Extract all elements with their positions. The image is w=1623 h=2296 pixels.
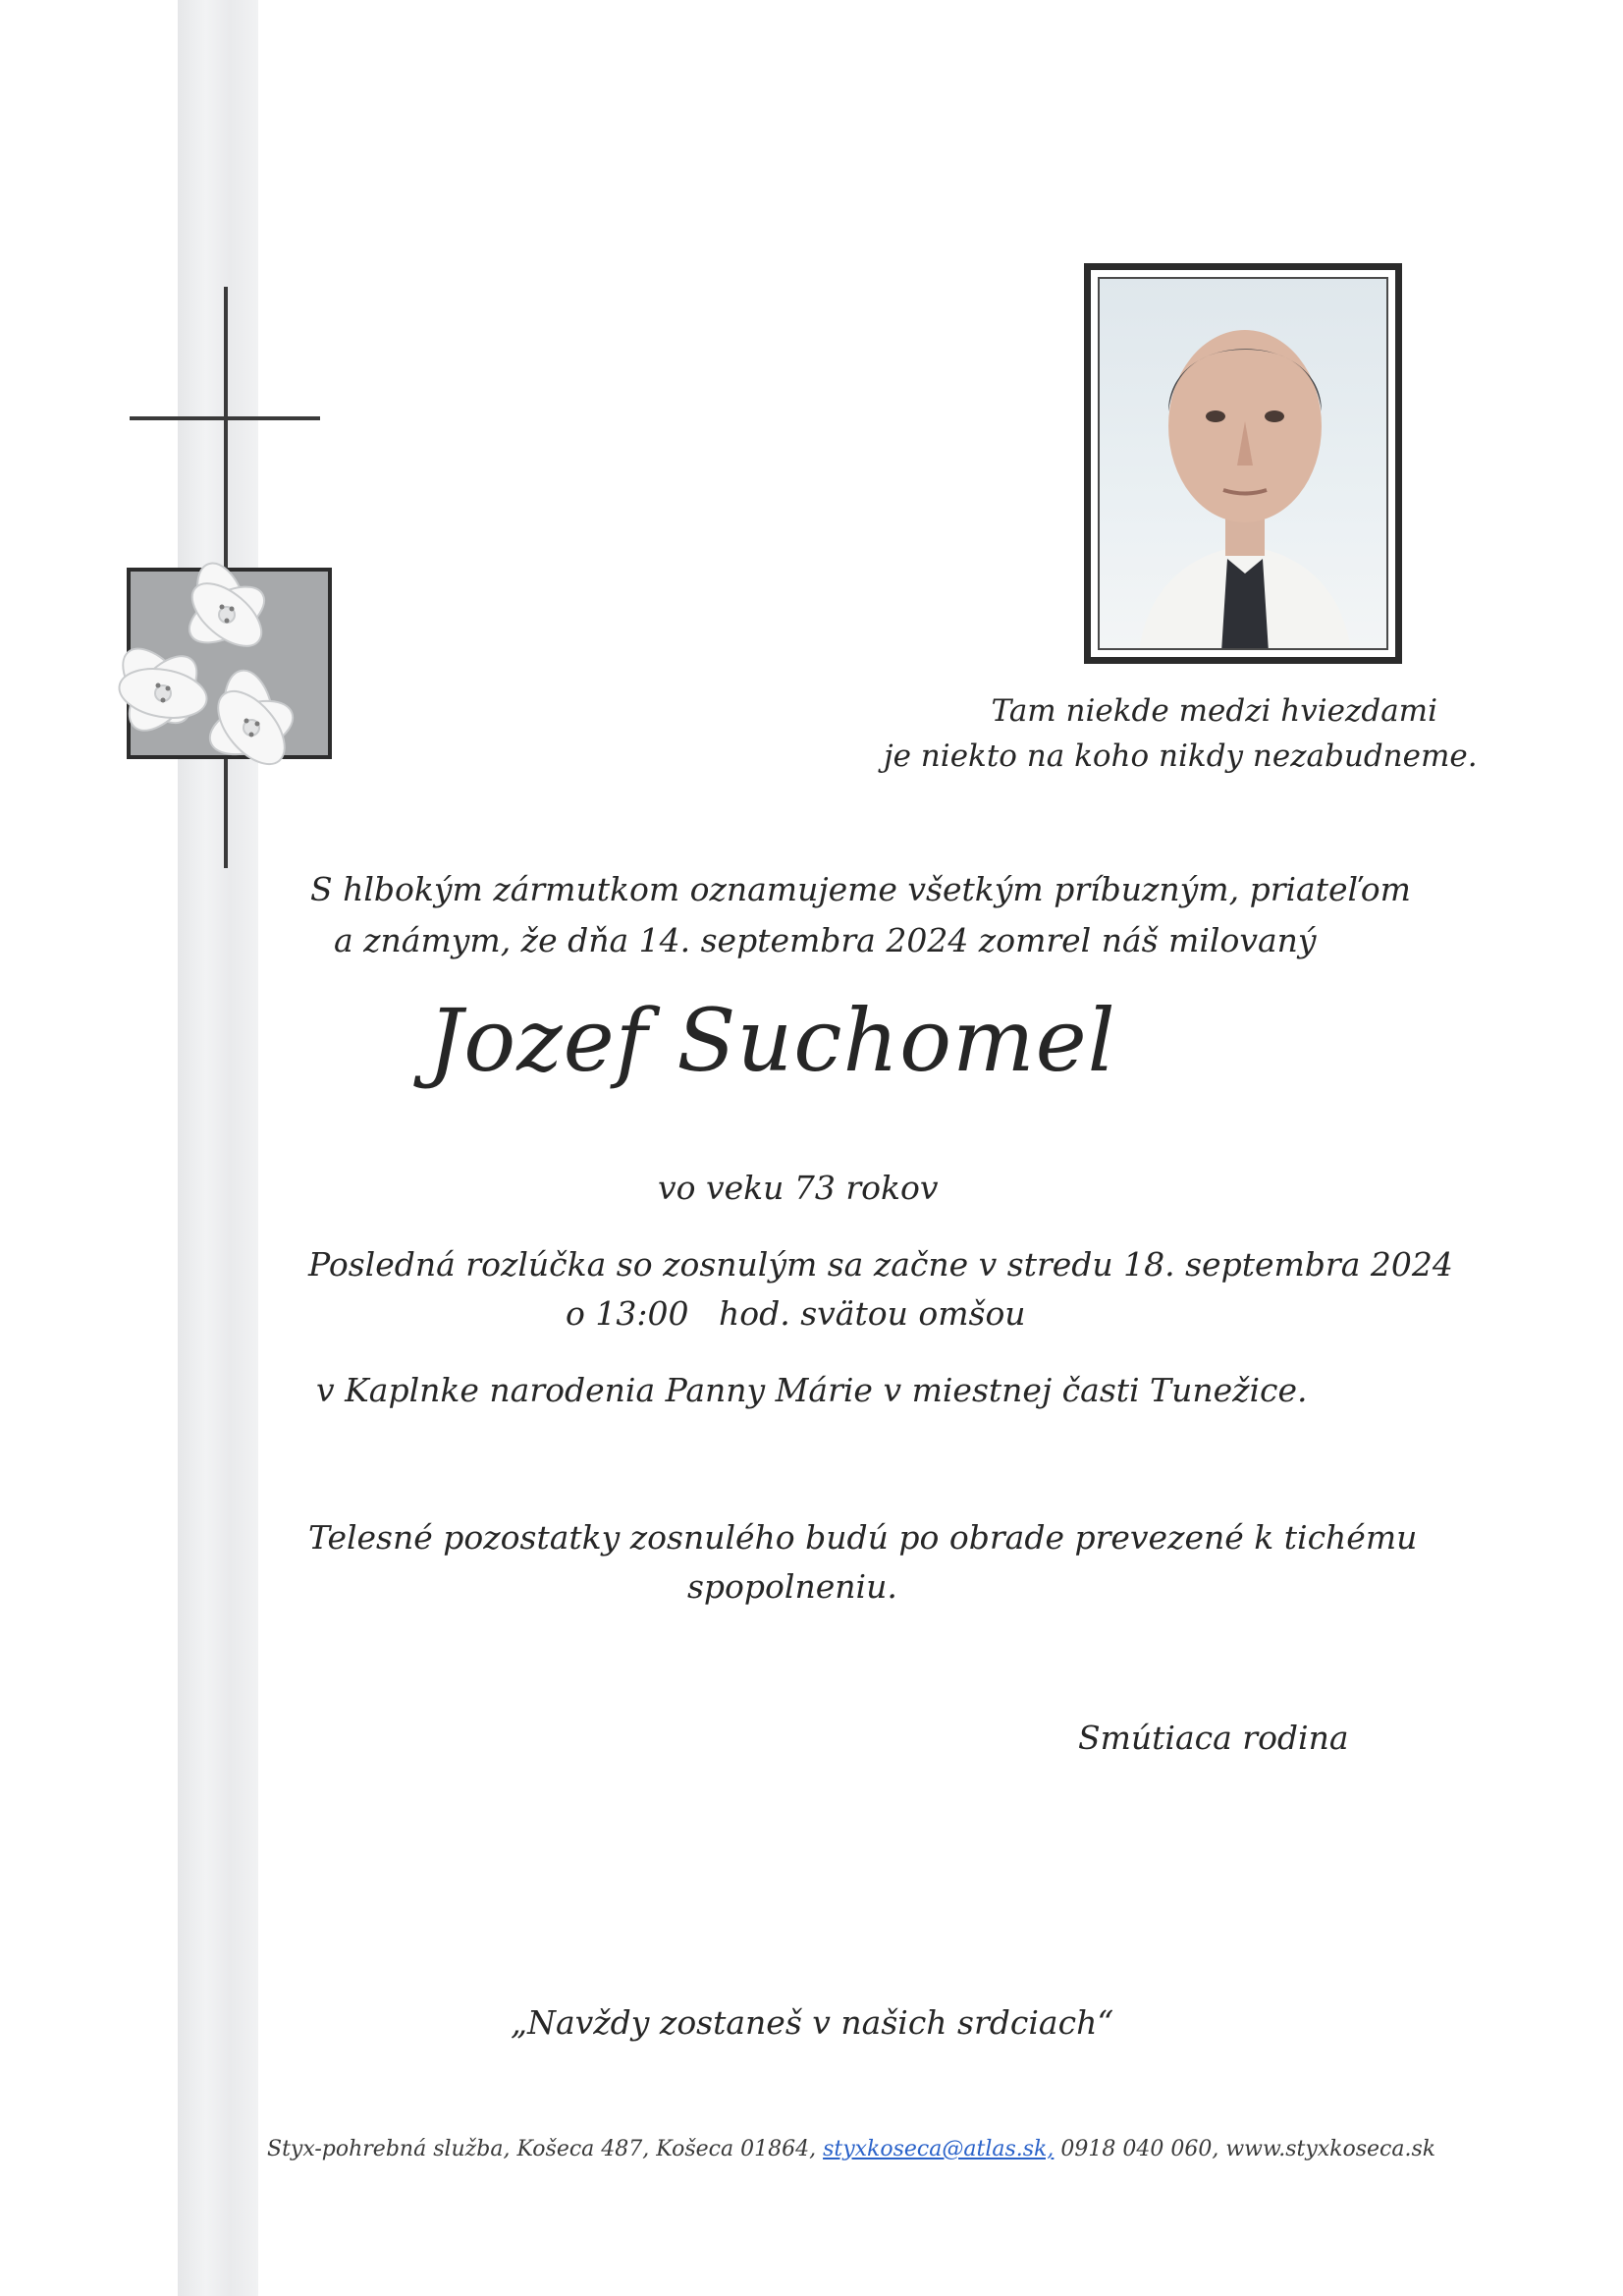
signature: Smútiaca rodina [1078, 1719, 1349, 1757]
announcement-line-1: S hlbokým zármutkom oznamujeme všetkým príbuzným, priateľom [310, 870, 1411, 908]
cross-horizontal-bar [130, 416, 320, 420]
lily-flowers-image [127, 568, 332, 759]
portrait-person-icon [1100, 279, 1388, 650]
footer-contact [267, 2137, 1435, 2161]
lily-flowers-icon [70, 546, 325, 792]
age-line: vo veku 73 rokov [658, 1169, 939, 1207]
decorative-strip [178, 0, 258, 2296]
remains-line-2: spopolneniu. [687, 1567, 897, 1606]
announcement-line-2: a známym, že dňa 14. septembra 2024 zomrel náš milovaný [334, 921, 1317, 959]
farewell-location: v Kaplnke narodenia Panny Márie v miestnej časti Tunežice. [316, 1371, 1308, 1409]
motto-line-1: Tam niekde medzi hviezdami [991, 693, 1437, 729]
farewell-line-1: Posledná rozlúčka so zosnulým sa začne v stredu 18. septembra 2024 [308, 1245, 1453, 1284]
footer-phone-web: 0918 040 060, www.styxkoseca.sk [1060, 2137, 1436, 2161]
motto-line-2: je niekto na koho nikdy nezabudneme. [884, 738, 1478, 774]
farewell-time: o 13:00 [566, 1294, 689, 1333]
portrait-photo [1084, 263, 1402, 664]
closing-quote: „Navždy zostaneš v našich srdciach“ [511, 2003, 1114, 2042]
footer-email-link[interactable]: styxkoseca@atlas.sk, [823, 2137, 1055, 2161]
remains-line-1: Telesné pozostatky zosnulého budú po obrade prevezené k tichému [308, 1518, 1418, 1557]
farewell-time-suffix: hod. svätou omšou [719, 1294, 1026, 1333]
deceased-name: Jozef Suchomel [428, 990, 1116, 1091]
footer-address: Styx-pohrebná služba, Košeca 487, Košeca 01864, [267, 2137, 817, 2161]
